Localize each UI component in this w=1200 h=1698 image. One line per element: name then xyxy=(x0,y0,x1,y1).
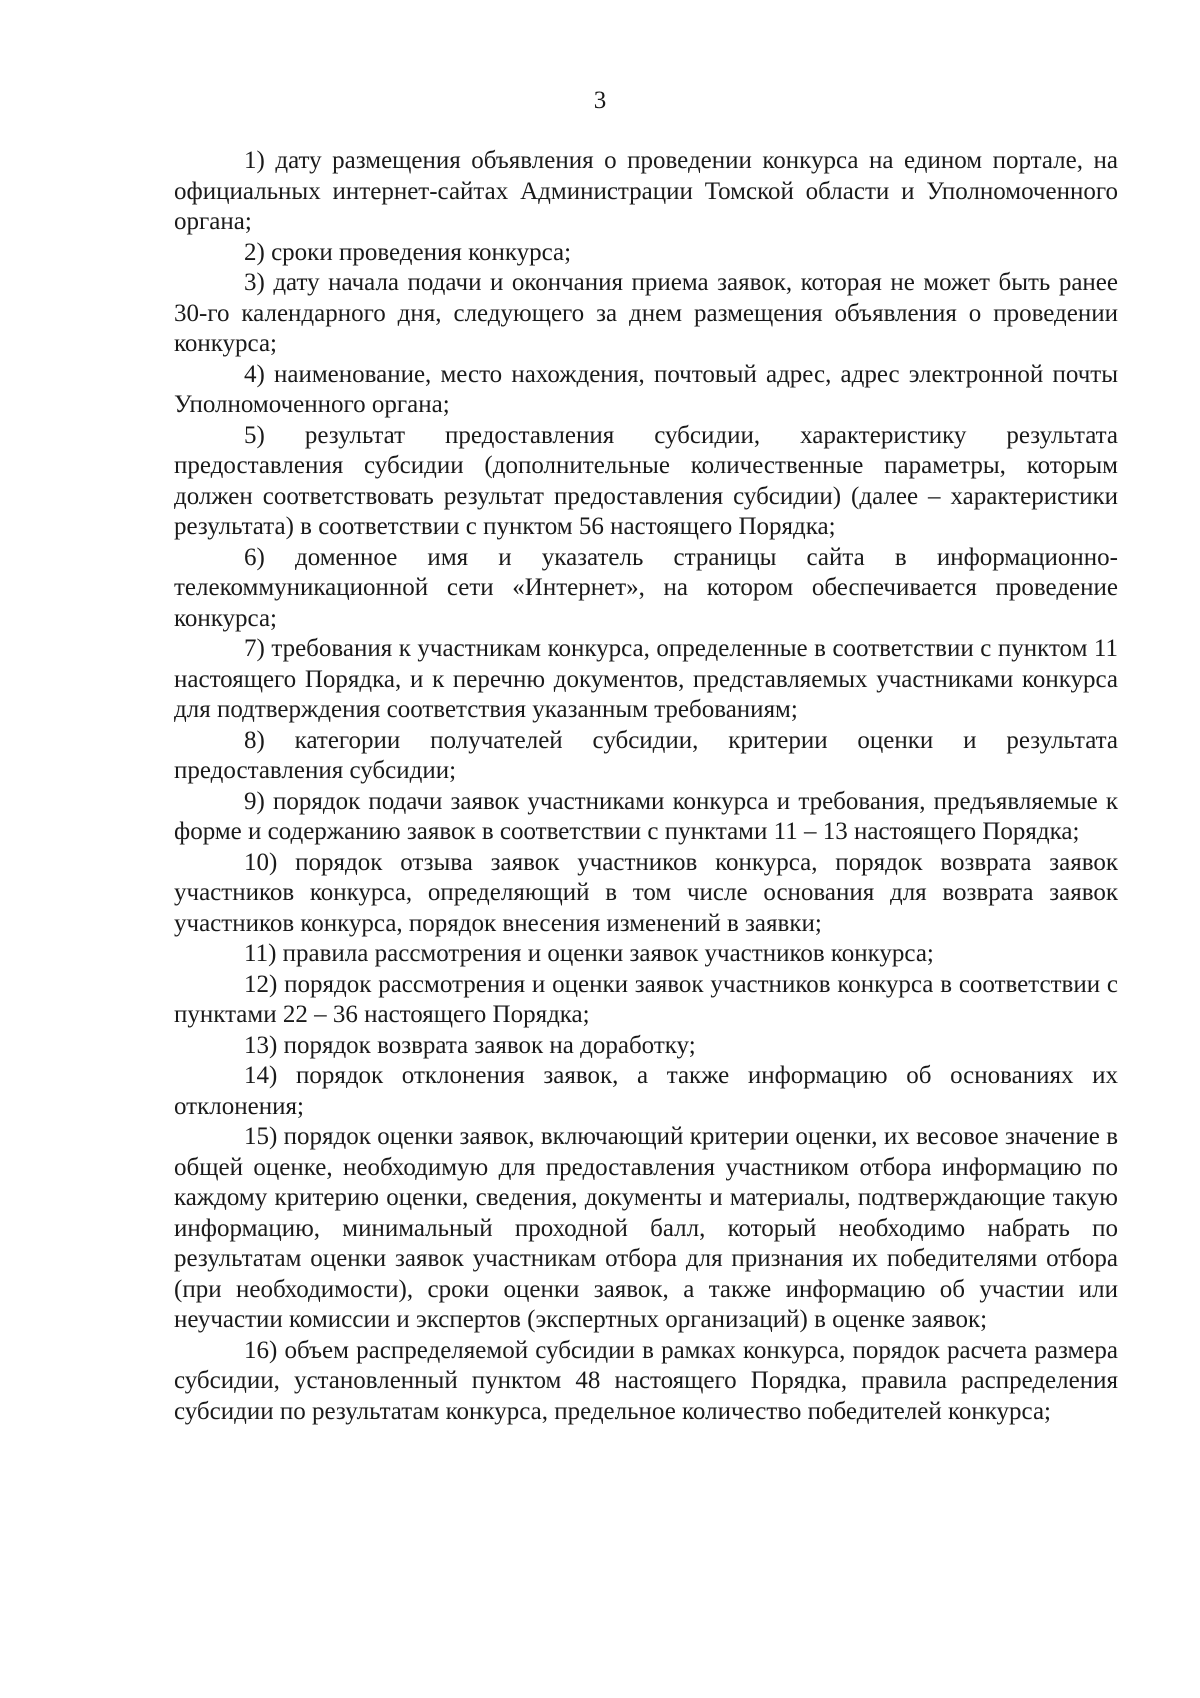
list-item-9: 9) порядок подачи заявок участниками конкурса и требования, предъявляемые к форме и содержанию заявок в соответствии с пунктами 11 – 13 настоящего Порядка; xyxy=(174,787,1118,845)
list-item-10: 10) порядок отзыва заявок участников конкурса, порядок возврата заявок участников конкурса, определяющий в том числе основания для возврата заявок участников конкурса, порядок внесения изменений в заявки; xyxy=(174,848,1118,937)
list-item-2: 2) сроки проведения конкурса; xyxy=(244,238,572,266)
list-item-5: 5) результат предоставления субсидии, характеристику результата предоставления субсидии (дополнительные количественные параметры, которым должен соответствовать результат предоставления субсидии) (далее – характеристики результата) в соответствии с пунктом 56 настоящего Порядка; xyxy=(174,421,1118,540)
list-item-6: 6) доменное имя и указатель страницы сайта в информационно-телекоммуникационной сети «Интернет», на котором обеспечивается проведение конкурса; xyxy=(174,543,1118,632)
list-item-1: 1) дату размещения объявления о проведении конкурса на едином портале, на официальных интернет-сайтах Администрации Томской области и Уполномоченного органа; xyxy=(174,147,1118,235)
list-item-13: 13) порядок возврата заявок на доработку; xyxy=(244,1031,696,1059)
list-item-11: 11) правила рассмотрения и оценки заявок участников конкурса; xyxy=(244,940,934,967)
list-item-8: 8) категории получателей субсидии, критерии оценки и результата предоставления субсидии; xyxy=(174,726,1118,784)
list-item-4: 4) наименование, место нахождения, почтовый адрес, адрес электронной почты Уполномоченного органа; xyxy=(174,360,1118,418)
list-item-15: 15) порядок оценки заявок, включающий критерии оценки, их весовое значение в общей оценке, необходимую для предоставления участником отбора информацию по каждому критерию оценки, сведения, документы и материалы, подтверждающие такую информацию, минимальный проходной балл, который необходимо набрать по результатам оценки заявок участникам отбора для признания их победителями отбора (при необходимости), сроки оценки заявок, а также информацию об участии или неучастии комиссии и экспертов (экспертных организаций) в оценке заявок; xyxy=(174,1123,1118,1333)
list-item-14: 14) порядок отклонения заявок, а также информацию об основаниях их отклонения; xyxy=(174,1062,1118,1120)
list-item-16: 16) объем распределяемой субсидии в рамках конкурса, порядок расчета размера субсидии, установленный пунктом 48 настоящего Порядка, правила распределения субсидии по результатам конкурса, предельное количество победителей конкурса; xyxy=(174,1336,1118,1425)
list-item-12: 12) порядок рассмотрения и оценки заявок участников конкурса в соответствии с пунктами 22 – 36 настоящего Порядка; xyxy=(174,970,1118,1028)
list-item-3: 3) дату начала подачи и окончания приема заявок, которая не может быть ранее 30-го календарного дня, следующего за днем размещения объявления о проведении конкурса; xyxy=(174,269,1118,357)
page-number: 3 xyxy=(593,87,607,114)
list-item-7: 7) требования к участникам конкурса, определенные в соответствии с пунктом 11 настоящего Порядка, и к перечню документов, представляемых участниками конкурса для подтверждения соответствия указанным требованиям; xyxy=(174,635,1118,723)
document-body xyxy=(174,146,1118,1427)
